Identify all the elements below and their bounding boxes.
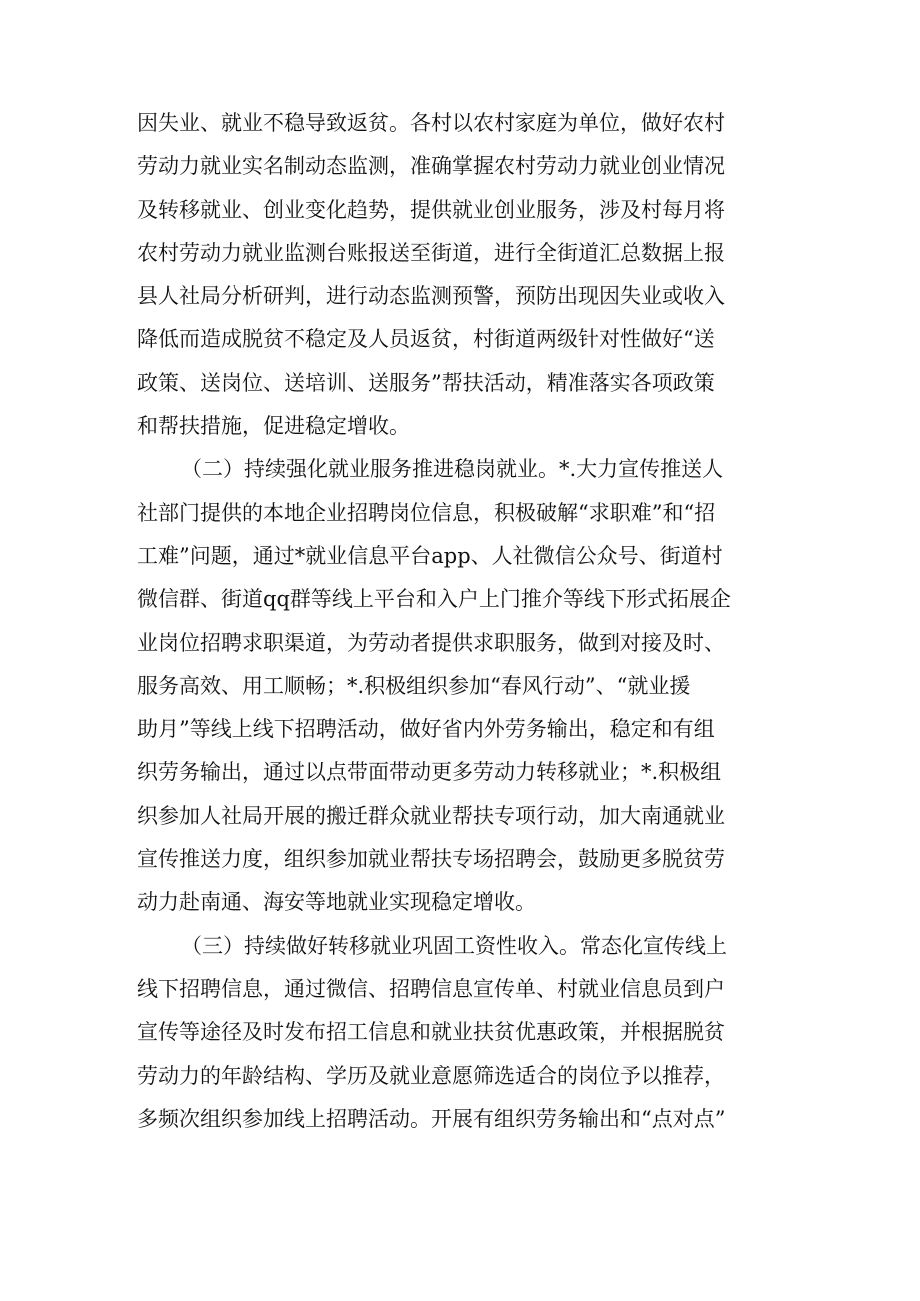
paragraph-2-line: 业岗位招聘求职渠道，为劳动者提供求职服务，做到对接及时、 <box>137 630 725 655</box>
paragraph-1-line: 因失业、就业不稳导致返贫。各村以农村家庭为单位，做好农村 <box>137 111 725 135</box>
paragraph-3-heading-line: （三）持续做好转移就业巩固工资性收入。常态化宣传线上 <box>181 933 727 958</box>
paragraph-1-line: 劳动力就业实名制动态监测，准确掌握农村劳动力就业创业情况 <box>137 154 725 179</box>
paragraph-2-line: 动力赴南通、海安等地就业实现稳定增收。 <box>137 890 536 915</box>
paragraph-2-line: 织劳务输出，通过以点带面带动更多劳动力转移就业；*.积极组 <box>137 760 722 785</box>
paragraph-2-line: 服务高效、用工顺畅；*.积极组织参加“春风行动”、“就业援 <box>137 673 691 698</box>
paragraph-2-heading-line: （二）持续强化就业服务推进稳岗就业。*.大力宣传推送人 <box>181 457 724 482</box>
paragraph-3-line: 线下招聘信息，通过微信、招聘信息宣传单、村就业信息员到户 <box>137 976 725 1001</box>
paragraph-1-line: 降低而造成脱贫不稳定及人员返贫，村街道两级针对性做好“送 <box>137 327 715 352</box>
paragraph-1-line: 农村劳动力就业监测台账报送至街道，进行全街道汇总数据上报 <box>137 240 725 265</box>
paragraph-1-line: 及转移就业、创业变化趋势，提供就业创业服务，涉及村每月将 <box>137 197 725 222</box>
paragraph-2-line: 助月”等线上线下招聘活动，做好省内外劳务输出，稳定和有组 <box>137 717 715 742</box>
paragraph-1-line: 县人社局分析研判，进行动态监测预警，预防出现因失业或收入 <box>137 284 725 309</box>
paragraph-2-line: 织参加人社局开展的搬迁群众就业帮扶专项行动，加大南通就业 <box>137 803 725 828</box>
paragraph-2-line: 社部门提供的本地企业招聘岗位信息，积极破解“求职难”和“招 <box>137 500 716 525</box>
paragraph-3-line: 劳动力的年龄结构、学历及就业意愿筛选适合的岗位予以推荐， <box>137 1063 725 1088</box>
paragraph-1-line: 政策、送岗位、送培训、送服务”帮扶活动，精准落实各项政策 <box>137 370 715 395</box>
document-body <box>137 102 799 1141</box>
paragraph-1-line: 和帮扶措施，促进稳定增收。 <box>137 414 410 439</box>
paragraph-3-line: 多频次组织参加线上招聘活动。开展有组织劳务输出和“点对点” <box>137 1106 726 1131</box>
paragraph-2-line: 宣传推送力度，组织参加就业帮扶专场招聘会，鼓励更多脱贫劳 <box>137 847 725 872</box>
paragraph-3-line: 宣传等途径及时发布招工信息和就业扶贫优惠政策，并根据脱贫 <box>137 1020 725 1045</box>
paragraph-2-line: 微信群、街道qq群等线上平台和入户上门推介等线下形式拓展企 <box>137 587 731 612</box>
paragraph-2-line: 工难”问题，通过*就业信息平台app、人社微信公众号、街道村 <box>137 543 723 568</box>
